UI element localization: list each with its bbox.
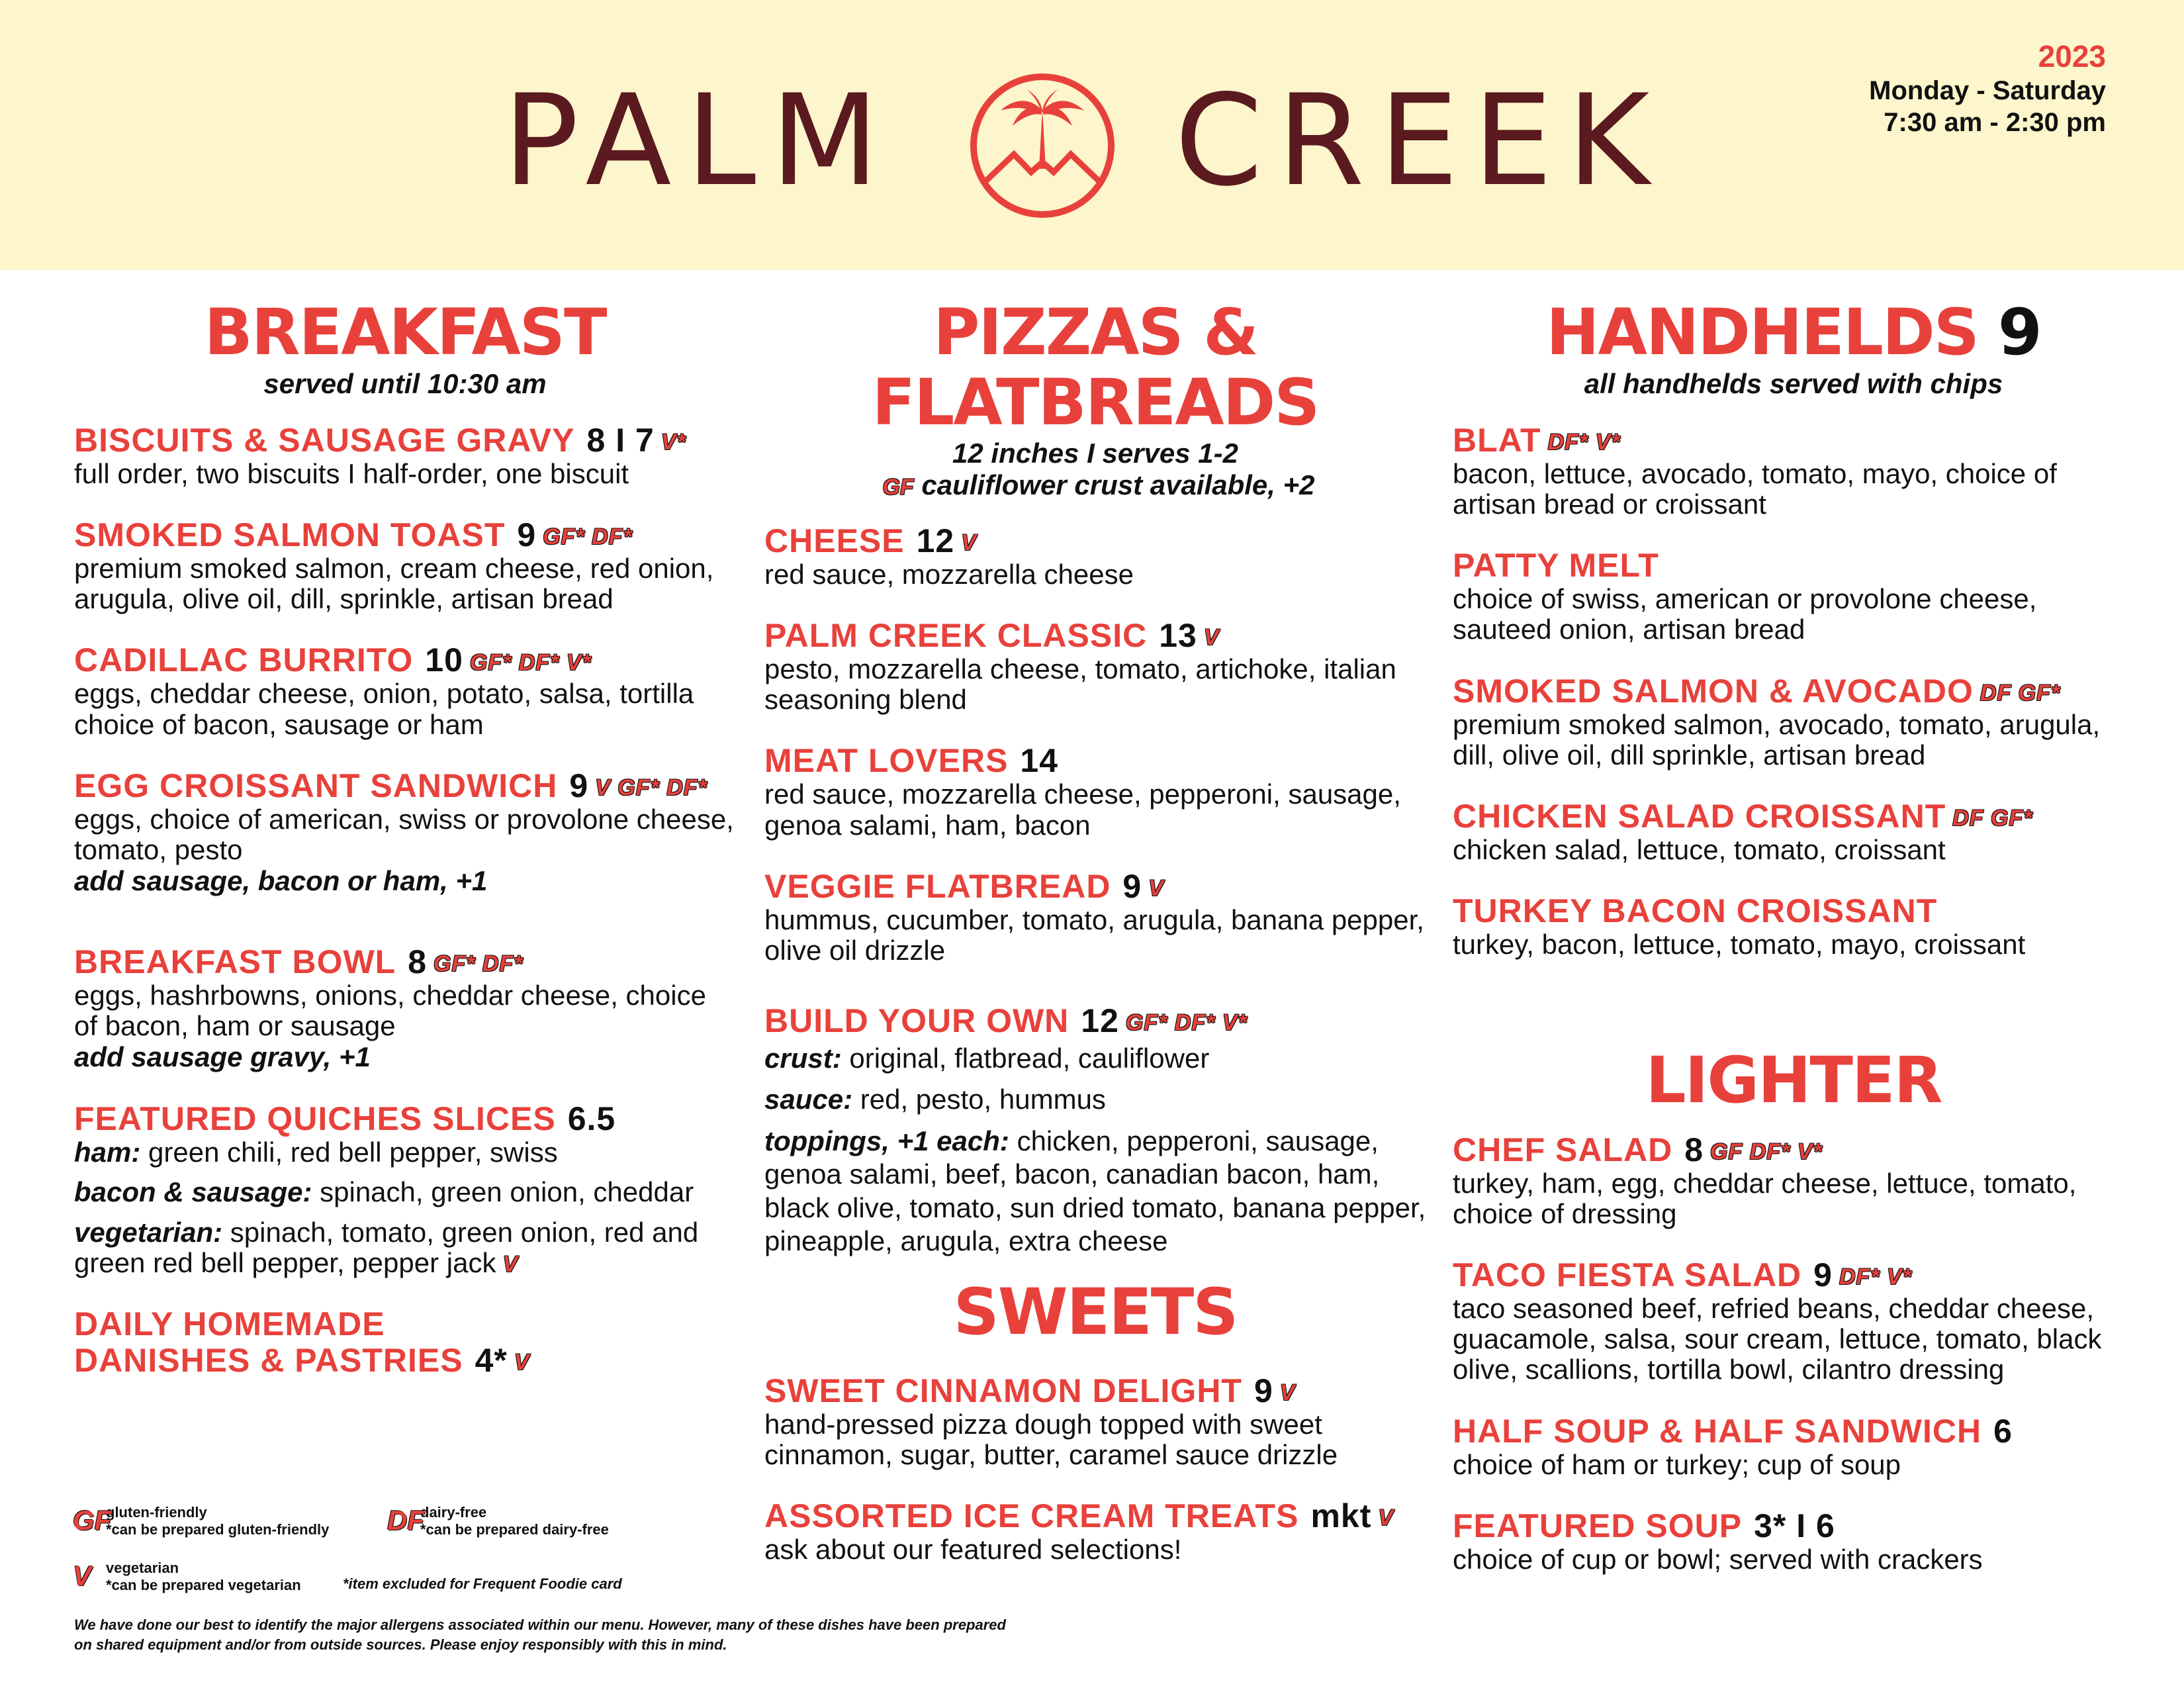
diet-badge: DF* V* — [1547, 429, 1621, 455]
item-name: CHEF SALAD — [1453, 1131, 1673, 1168]
v-icon: V — [73, 1560, 92, 1591]
item-price: 3* I 6 — [1754, 1507, 1835, 1544]
diet-badge: GF DF* V* — [1710, 1139, 1823, 1164]
quiche-label: ham: — [74, 1137, 141, 1168]
breakfast-section — [74, 295, 736, 1380]
item-name: TURKEY BACON CROISSANT — [1453, 892, 1938, 930]
diet-badge: V — [1279, 1380, 1296, 1405]
pizzas-subtitle-2: GF cauliflower crust available, +2 — [882, 469, 1315, 501]
breakfast-title: BREAKFAST — [204, 295, 606, 369]
menu-item — [1453, 1508, 2134, 1575]
item-name: CHICKEN SALAD CROISSANT — [1453, 798, 1946, 835]
diet-badge: DF GF* — [1952, 806, 2033, 831]
df-icon: DF — [387, 1505, 424, 1536]
item-description: chicken salad, lettuce, tomato, croissant — [1453, 834, 1946, 866]
item-description: ask about our featured selections! — [764, 1533, 1182, 1565]
item-name: BREAKFAST BOWL — [74, 943, 396, 980]
legend-dairy-free: DF dairy-free *can be prepared dairy-free — [387, 1504, 609, 1538]
item-price: 9 — [569, 767, 589, 804]
item-name: SMOKED SALMON TOAST — [74, 516, 506, 554]
item-price: 10 — [425, 641, 463, 679]
item-name: DANISHES & PASTRIES — [74, 1342, 463, 1380]
item-description: choice of ham or turkey; cup of soup — [1453, 1448, 1901, 1480]
item-name: FEATURED QUICHES SLICES — [74, 1100, 556, 1138]
menu-item — [764, 618, 1426, 715]
diet-badge: DF* V* — [1839, 1264, 1912, 1290]
menu-item — [764, 868, 1426, 966]
build-crust: crust: original, flatbread, cauliflower — [764, 1043, 1210, 1074]
item-description: eggs, hashrbowns, onions, cheddar cheese, choice of bacon, ham or sausage — [74, 979, 706, 1041]
item-name: SMOKED SALMON & AVOCADO — [1453, 672, 1974, 710]
quiche-option — [74, 1137, 736, 1168]
item-description: eggs, choice of american, swiss or provolone cheese, tomato, pesto — [74, 803, 734, 866]
quiche-text: spinach, tomato, green onion, red and green red bell pepper, pepper jack — [74, 1216, 699, 1278]
diet-badge: GF* DF* V* — [1125, 1010, 1248, 1036]
item-price: 12 — [1081, 1002, 1119, 1040]
item-price: 6 — [1993, 1412, 2013, 1450]
item-description: hummus, cucumber, tomato, arugula, banana pepper, olive oil drizzle — [764, 904, 1424, 966]
item-description: premium smoked salmon, avocado, tomato, arugula, dill, olive oil, dill sprinkle, artisan bread — [1453, 708, 2101, 771]
diet-badge: V — [961, 530, 977, 555]
menu-item — [764, 1373, 1426, 1470]
item-price: 13 — [1159, 616, 1197, 654]
item-price: 4* — [475, 1342, 508, 1380]
diet-badge: V — [1148, 875, 1164, 901]
open-days: Monday - Saturday — [1869, 76, 2106, 106]
build-toppings: toppings, +1 each: chicken, pepperoni, sausage, genoa salami, beef, bacon, canadian bacon, ham, black olive, tomato, sun dried tomato, banana pepper, pineapple, arugula, extra cheese — [764, 1125, 1426, 1257]
item-name: CHEESE — [764, 522, 905, 559]
item-description: eggs, cheddar cheese, onion, potato, salsa, tortilla choice of bacon, sausage or ham — [74, 678, 694, 740]
menu-item — [74, 642, 736, 739]
quiche-text: green chili, red bell pepper, swiss — [148, 1137, 558, 1168]
item-description: pesto, mozzarella cheese, tomato, artichoke, italian seasoning blend — [764, 653, 1396, 716]
sweets-section — [764, 1275, 1426, 1565]
item-addon-note: add sausage, bacon or ham, +1 — [74, 865, 488, 897]
item-description: turkey, ham, egg, cheddar cheese, lettuce, tomato, choice of dressing — [1453, 1167, 2077, 1229]
quiche-option — [74, 1217, 736, 1278]
item-name: BLAT — [1453, 421, 1541, 459]
quiche-label: bacon & sausage: — [74, 1176, 312, 1208]
item-name: PALM CREEK CLASSIC — [764, 616, 1148, 654]
pizzas-subtitle: 12 inches I serves 1-2 — [952, 438, 1238, 469]
hours-block — [1869, 38, 2106, 138]
item-name: TACO FIESTA SALAD — [1453, 1256, 1802, 1293]
menu-item — [74, 768, 736, 898]
item-description: hand-pressed pizza dough topped with sweet cinnamon, sugar, butter, caramel sauce drizzle — [764, 1408, 1338, 1470]
item-name: CADILLAC BURRITO — [74, 641, 414, 679]
menu-item — [1453, 798, 2134, 865]
menu-item-danish — [74, 1306, 736, 1379]
item-description: full order, two biscuits I half-order, one biscuit — [74, 457, 629, 489]
item-price: 12 — [916, 522, 955, 559]
item-price: 8 — [1684, 1131, 1704, 1168]
item-description: bacon, lettuce, avocado, tomato, mayo, choice of artisan bread or croissant — [1453, 457, 2057, 520]
palm-tree-logo-icon — [966, 70, 1118, 222]
item-description: red sauce, mozzarella cheese, pepperoni, sausage, genoa salami, ham, bacon — [764, 778, 1401, 841]
header-banner — [0, 0, 2184, 270]
diet-badge: GF — [882, 474, 914, 500]
menu-item — [1453, 1413, 2134, 1480]
item-price: 9 — [1813, 1256, 1833, 1293]
item-price: 9 — [517, 516, 537, 554]
item-description: turkey, bacon, lettuce, tomato, mayo, croissant — [1453, 929, 2026, 961]
item-price: 9 — [1253, 1372, 1273, 1409]
menu-item — [1453, 893, 2134, 960]
item-name: DAILY HOMEMADE — [74, 1305, 385, 1343]
brand-name-left: PALM — [503, 68, 894, 214]
legend-foodie-note: *item excluded for Frequent Foodie card — [343, 1575, 622, 1592]
item-description: choice of swiss, american or provolone cheese, sauteed onion, artisan bread — [1453, 583, 2037, 645]
item-description: premium smoked salmon, cream cheese, red onion, arugula, olive oil, dill, sprinkle, artisan bread — [74, 553, 714, 615]
item-name: MEAT LOVERS — [764, 742, 1009, 780]
quiche-label: vegetarian: — [74, 1216, 223, 1248]
item-name: BUILD YOUR OWN — [764, 1002, 1069, 1040]
pizzas-title: PIZZAS & FLATBREADS — [872, 295, 1319, 440]
item-description: red sauce, mozzarella cheese — [764, 558, 1134, 590]
item-price: 8 I 7 — [586, 421, 655, 459]
menu-item-build-your-own — [764, 1003, 1426, 1258]
gf-icon: GF — [73, 1505, 112, 1536]
item-name: VEGGIE FLATBREAD — [764, 867, 1111, 905]
breakfast-subtitle: served until 10:30 am — [263, 367, 547, 399]
quiche-option — [74, 1176, 736, 1209]
menu-item-quiche — [74, 1101, 736, 1278]
allergen-disclaimer: We have done our best to identify the major allergens associated within our menu. However, many of these dishes have been prepared on shared equipment and/or from outside sources. Please enjoy responsibly with this in mind. — [74, 1617, 1006, 1653]
item-description: taco seasoned beef, refried beans, cheddar cheese, guacamole, salsa, sour cream, lettuce, tomato, black olive, scallions, tortilla bowl, cilantro dressing — [1453, 1292, 2102, 1385]
lighter-section — [1453, 1043, 2134, 1575]
menu-item — [1453, 547, 2134, 645]
handhelds-price: 9 — [1997, 295, 2041, 369]
diet-badge: V — [1203, 625, 1220, 651]
build-sauce: sauce: red, pesto, hummus — [764, 1084, 1106, 1115]
menu-item — [1453, 673, 2134, 771]
menu-item — [764, 523, 1426, 590]
item-price: mkt — [1310, 1497, 1372, 1534]
diet-badge: GF* DF* — [433, 951, 523, 976]
item-price: 6.5 — [567, 1100, 616, 1138]
lighter-title: LIGHTER — [1645, 1043, 1942, 1117]
item-addon-note: add sausage gravy, +1 — [74, 1041, 371, 1072]
item-description: choice of cup or bowl; served with crackers — [1453, 1543, 1983, 1575]
menu-year: 2023 — [2038, 39, 2106, 73]
open-hours: 7:30 am - 2:30 pm — [1884, 108, 2106, 138]
menu-item — [1453, 1132, 2134, 1229]
sweets-title: SWEETS — [953, 1275, 1238, 1349]
item-name: ASSORTED ICE CREAM TREATS — [764, 1497, 1299, 1534]
diet-badge: V GF* DF* — [595, 774, 707, 800]
menu-item — [764, 743, 1426, 840]
diet-badge: V* — [660, 429, 686, 455]
item-name: SWEET CINNAMON DELIGHT — [764, 1372, 1242, 1409]
item-price: 14 — [1020, 742, 1059, 780]
quiche-text: spinach, green onion, cheddar — [320, 1176, 694, 1208]
item-name: BISCUITS & SAUSAGE GRAVY — [74, 421, 575, 459]
menu-item — [1453, 1257, 2134, 1385]
handhelds-title: HANDHELDS 9 — [1546, 295, 2041, 369]
menu-item — [74, 517, 736, 614]
item-name: PATTY MELT — [1453, 547, 1659, 585]
menu-item — [764, 1498, 1426, 1565]
menu-item — [1453, 422, 2134, 520]
diet-badge: V — [502, 1252, 518, 1278]
menu-item — [74, 422, 736, 489]
item-name: EGG CROISSANT SANDWICH — [74, 767, 558, 804]
menu-item — [74, 944, 736, 1074]
legend-vegetarian: V vegetarian *can be prepared vegetarian — [73, 1560, 301, 1594]
item-name: FEATURED SOUP — [1453, 1507, 1743, 1544]
item-price: 9 — [1122, 867, 1142, 905]
item-name: HALF SOUP & HALF SANDWICH — [1453, 1412, 1982, 1450]
legend-gluten-friendly: GF gluten-friendly *can be prepared gluten-friendly — [73, 1504, 330, 1538]
brand-name-right: CREEK — [1175, 68, 1664, 214]
pizzas-section — [764, 295, 1426, 1565]
diet-badge: DF GF* — [1979, 680, 2061, 706]
handhelds-section — [1453, 295, 2134, 1575]
diet-badge: V — [1378, 1505, 1394, 1531]
diet-badge: GF* DF* V* — [469, 649, 592, 675]
diet-badge: V — [514, 1350, 530, 1376]
handhelds-subtitle: all handhelds served with chips — [1584, 367, 2003, 399]
diet-badge: GF* DF* — [543, 524, 633, 550]
item-price: 8 — [408, 943, 428, 980]
